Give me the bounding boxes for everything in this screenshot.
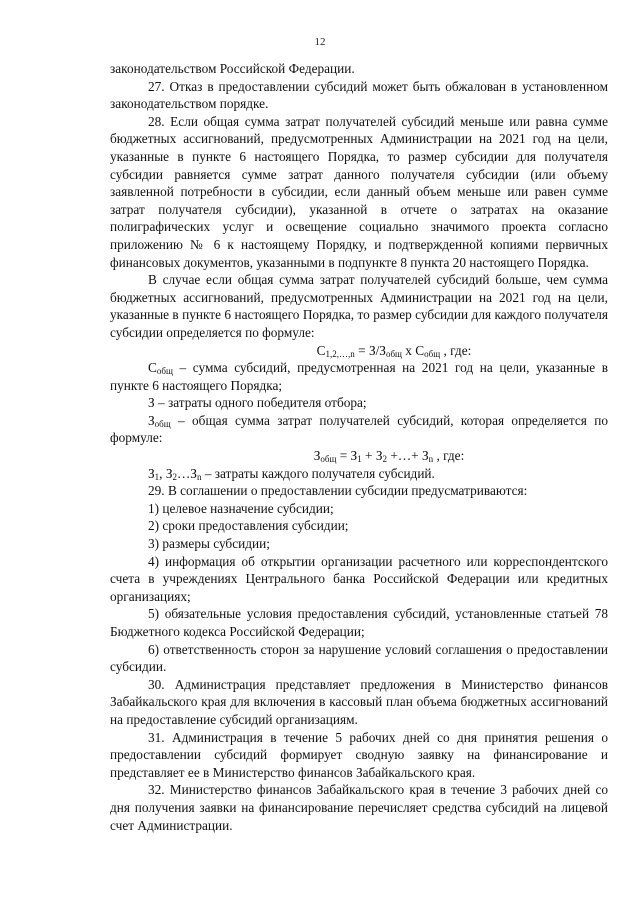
paragraph-continuation: законодательством Российской Федерации. — [110, 61, 355, 76]
list-item-29-4: 4) информация об открытии организации расчетного или корреспондентского счета в учреждениях Центрального банка Российской Федерации или кредитных организациях; — [110, 553, 608, 604]
paragraph-28: 28. Если общая сумма затрат получателей субсидий меньше или равна сумме бюджетных ассигнований, предусмотренных Администрации на 2021 год на цели, указанные в пункте 6 настоящего Порядка, то размер субсидии для получателя субсидии равняется сумме затрат данного получателя субсидии (или объему заявленной потребности в субсидии, если данный объем меньше или равен сумме затрат получателя субсидии), указанной в отчете о затратах на оказание полиграфических услуг и освещение социально значимого проекта согласно приложению № 6 к настоящему Порядку, и подтвержденной копиями первичных финансовых документов, указанными в подпункте 8 пункта 20 настоящего Порядка. — [110, 113, 608, 270]
paragraph-32: 32. Министерство финансов Забайкальского края в течение 3 рабочих дней со дня получения заявки на финансирование перечисляет средства субсидий на лицевой счет Администрации. — [110, 782, 608, 833]
definition-z-list: $З_1$, $З_2\dots З_n$ – затраты каждого получателя субсидий. — [148, 465, 435, 482]
formula-subsidy-size: $С_{1,2,\dots,n} = З/З_{общ}$ х $С_{общ}$ , где: — [316, 342, 472, 359]
list-item-29-2: 2) сроки предоставления субсидии; — [148, 518, 349, 534]
paragraph-27: 27. Отказ в предоставлении субсидий может быть обжалован в установленном законодательством порядке. — [110, 78, 608, 112]
definition-z-obsh: $З_{общ}$ – общая сумма затрат получателей субсидий, которая определяется по формуле: — [110, 412, 608, 446]
paragraph-31: 31. Администрация в течение 5 рабочих дней со дня принятия решения о предоставлении субсидий формирует сводную заявку на финансирование и представляет ее в Министерство финансов Забайкальского края. — [110, 729, 608, 780]
definition-c-obsh: $С_{общ}$ – сумма субсидий, предусмотренная на 2021 год на цели, указанные в пункте 6 настоящего Порядка; — [110, 360, 608, 393]
paragraph-30: 30. Администрация представляет предложения в Министерство финансов Забайкальского края для включения в кассовый план объема бюджетных ассигнований на предоставление субсидий организациям. — [110, 676, 608, 727]
paragraph-28-case: В случае если общая сумма затрат получателей субсидий больше, чем сумма бюджетных ассигнований, предусмотренных Администрации на 2021 год на цели, указанные в пункте 6 настоящего Порядка, то размер субсидии для каждого получателя субсидии определяется по формуле: — [110, 272, 608, 340]
list-item-29-1: 1) целевое назначение субсидии; — [148, 500, 334, 516]
definition-z: З – затраты одного победителя отбора; — [148, 395, 367, 411]
formula-total-costs: $З_{общ} = З_1 + З_2$ +…+ $З_n$ , где: — [313, 448, 465, 465]
page-number: 12 — [314, 36, 326, 48]
document-body — [110, 60, 608, 834]
list-item-29-3: 3) размеры субсидии; — [148, 536, 270, 552]
list-item-29-6: 6) ответственность сторон за нарушение условий соглашения о предоставлении субсидии. — [110, 641, 608, 675]
list-item-29-5: 5) обязательные условия предоставления субсидий, установленные статьей 78 Бюджетного кодекса Российской Федерации; — [110, 606, 608, 639]
paragraph-29: 29. В соглашении о предоставлении субсидии предусматриваются: — [148, 483, 528, 499]
